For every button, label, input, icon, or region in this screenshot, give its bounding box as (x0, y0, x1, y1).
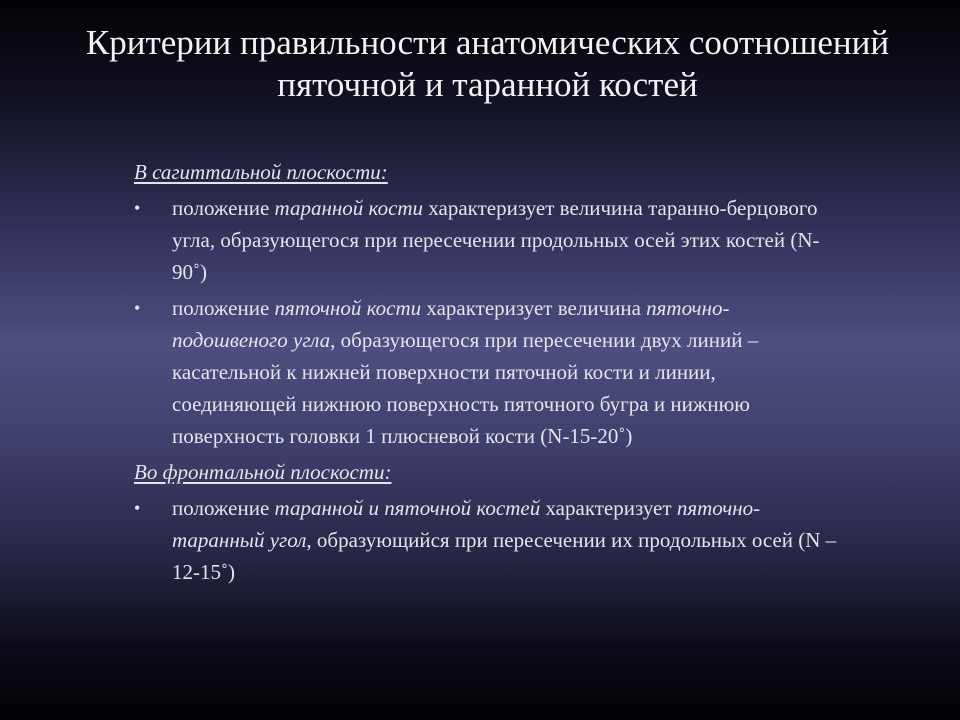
bullet-text-emphasis-2: пяточно-подошвеного угла (172, 296, 730, 352)
bullet-text-emphasis: пяточной кости (274, 296, 422, 320)
bullet-text-post: , образующегося при пересечении двух линий – касательной к нижней поверхности пяточной кости и линии, соединяющей нижнюю поверхность пяточного бугра и нижнюю поверхность головки 1 плюсневой кости (N-15-20˚) (172, 328, 759, 448)
sagittal-bullet-calcaneus (134, 292, 844, 452)
bullet-text-pre: положение (172, 196, 275, 220)
frontal-heading: Во фронтальной плоскости: (134, 460, 392, 484)
title-line-2: пяточной и таранной костей (277, 65, 698, 104)
bullet-text-pre: положение (172, 496, 275, 520)
title-line-1: Критерии правильности анатомических соотношений (85, 23, 890, 62)
bullet-icon: • (134, 298, 141, 318)
bullet-icon: • (134, 198, 141, 218)
bullet-text-mid: характеризует величина (421, 296, 647, 320)
bullet-text-post: , образующийся при пересечении их продольных осей (N – 12-15˚) (172, 528, 837, 584)
bullet-text-emphasis-2: пяточно-таранный угол (172, 496, 761, 552)
sagittal-bullet-talus (134, 192, 844, 288)
bullet-text-emphasis: таранной и пяточной костей (274, 496, 541, 520)
bullet-text-pre: положение (172, 296, 275, 320)
slide-content (134, 156, 844, 592)
frontal-bullet (134, 492, 844, 588)
slide-title (40, 22, 935, 106)
bullet-text-post: характеризует величина таранно-берцового угла, образующегося при пересечении продольных осей этих костей (N- 90˚) (172, 196, 820, 284)
bullet-icon: • (134, 498, 141, 518)
bullet-text-emphasis: таранной кости (274, 196, 424, 220)
sagittal-heading: В сагиттальной плоскости: (134, 160, 388, 184)
bullet-text-mid: характеризует (540, 496, 677, 520)
